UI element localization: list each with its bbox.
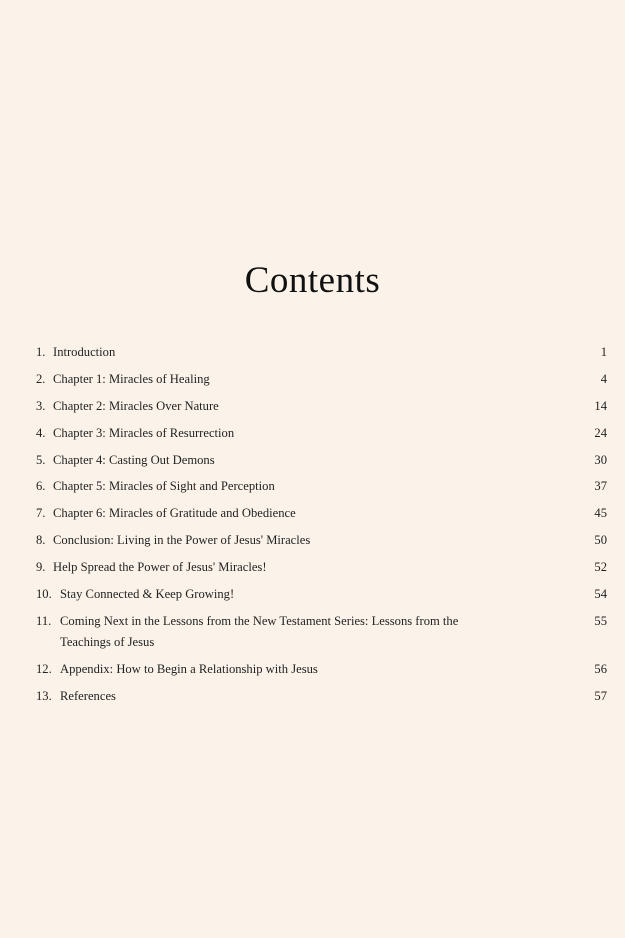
table-of-contents	[36, 342, 607, 713]
toc-entry-page: 52	[594, 560, 607, 575]
toc-entry-page: 14	[594, 398, 607, 413]
toc-entry-number: 12.	[36, 661, 52, 676]
toc-entry-number: 2.	[36, 371, 46, 386]
toc-entry[interactable]	[36, 611, 607, 653]
toc-entry-number: 4.	[36, 425, 46, 440]
toc-entry-title[interactable]: References	[60, 688, 116, 703]
toc-entry-title[interactable]: Conclusion: Living in the Power of Jesus' Miracles	[53, 533, 311, 548]
toc-entry-number: 7.	[36, 506, 46, 521]
toc-entry-title[interactable]: Chapter 2: Miracles Over Nature	[53, 398, 219, 413]
toc-entry-number: 6.	[36, 479, 46, 494]
toc-entry-number: 3.	[36, 398, 46, 413]
toc-entry-number: 9.	[36, 560, 46, 575]
toc-entry-title[interactable]: Chapter 3: Miracles of Resurrection	[53, 425, 235, 440]
toc-entry[interactable]	[36, 686, 607, 707]
toc-entry-title[interactable]: Introduction	[53, 345, 116, 359]
toc-entry[interactable]	[36, 530, 607, 551]
toc-entry-number: 5.	[36, 452, 46, 467]
toc-entry[interactable]	[36, 584, 607, 605]
toc-entry[interactable]	[36, 476, 607, 497]
toc-entry-number: 8.	[36, 533, 46, 548]
toc-entry-page: 50	[594, 533, 607, 548]
toc-entry-page: 56	[594, 661, 607, 676]
toc-entry-title[interactable]: Chapter 4: Casting Out Demons	[53, 452, 215, 467]
toc-entry-title[interactable]: Stay Connected & Keep Growing!	[60, 587, 235, 602]
toc-entry-title[interactable]: Help Spread the Power of Jesus' Miracles!	[53, 560, 267, 575]
toc-entry[interactable]	[36, 423, 607, 444]
toc-entry-title[interactable]: Chapter 1: Miracles of Healing	[53, 371, 210, 386]
page-title: Contents	[244, 259, 381, 301]
toc-entry-page: 45	[594, 506, 607, 521]
toc-entry[interactable]	[36, 369, 607, 390]
toc-entry-page: 24	[594, 425, 607, 440]
toc-entry[interactable]	[36, 342, 607, 363]
toc-entry-title[interactable]: Coming Next in the Lessons from the New Testament Series: Lessons from the Teachings of Jesus	[60, 613, 459, 649]
toc-entry[interactable]	[36, 659, 607, 680]
toc-entry-number: 11.	[36, 613, 52, 628]
toc-entry-page: 54	[594, 587, 607, 602]
toc-entry-title[interactable]: Appendix: How to Begin a Relationship with Jesus	[60, 661, 318, 676]
toc-entry-title[interactable]: Chapter 6: Miracles of Gratitude and Obedience	[53, 506, 296, 521]
toc-entry[interactable]	[36, 557, 607, 578]
toc-entry-page: 37	[594, 479, 607, 494]
toc-entry-number: 13.	[36, 688, 52, 703]
toc-entry-page: 57	[594, 688, 607, 703]
toc-entry[interactable]	[36, 503, 607, 524]
toc-entry[interactable]	[36, 450, 607, 471]
toc-entry-number: 1.	[36, 345, 46, 359]
toc-entry-page: 1	[600, 345, 607, 359]
toc-entry-page: 30	[594, 452, 607, 467]
toc-entry-page: 4	[600, 371, 607, 386]
toc-entry-number: 10.	[36, 587, 52, 602]
toc-entry-title[interactable]: Chapter 5: Miracles of Sight and Perception	[53, 479, 275, 494]
toc-entry-page: 55	[594, 613, 607, 628]
toc-entry[interactable]	[36, 396, 607, 417]
